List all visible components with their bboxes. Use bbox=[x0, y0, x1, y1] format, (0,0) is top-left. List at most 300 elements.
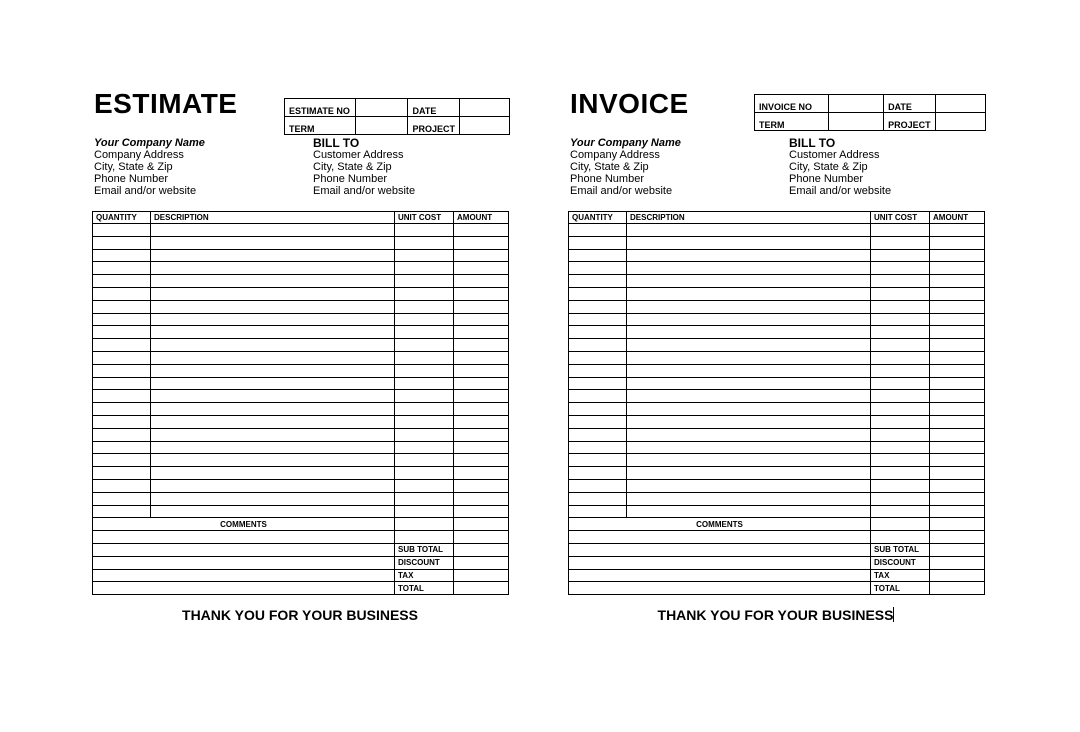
amount-cell[interactable] bbox=[930, 479, 985, 492]
unit-cost-cell[interactable] bbox=[871, 300, 930, 313]
description-cell[interactable] bbox=[627, 454, 871, 467]
col-amount: AMOUNT bbox=[930, 212, 985, 224]
unit-cost-cell[interactable] bbox=[395, 390, 454, 403]
line-item-row bbox=[93, 249, 509, 262]
total-value[interactable] bbox=[454, 582, 509, 595]
line-item-row bbox=[569, 428, 985, 441]
qty-cell[interactable] bbox=[93, 275, 151, 288]
description-cell[interactable] bbox=[151, 428, 395, 441]
qty-cell[interactable] bbox=[93, 300, 151, 313]
line-item-row bbox=[93, 224, 509, 237]
line-item-row bbox=[93, 300, 509, 313]
line-item-row bbox=[569, 377, 985, 390]
description-cell[interactable] bbox=[627, 505, 871, 518]
unit-cost-cell[interactable] bbox=[395, 505, 454, 518]
comments-label: COMMENTS bbox=[569, 518, 871, 531]
blank-cell bbox=[930, 518, 985, 531]
company-phone: Phone Number bbox=[570, 173, 644, 185]
qty-cell[interactable] bbox=[93, 390, 151, 403]
subtotal-label: SUB TOTAL bbox=[395, 543, 454, 556]
qty-cell[interactable] bbox=[93, 428, 151, 441]
unit-cost-cell[interactable] bbox=[871, 454, 930, 467]
text-cursor bbox=[893, 607, 894, 622]
comment-line[interactable] bbox=[93, 556, 395, 569]
unit-cost-cell[interactable] bbox=[871, 326, 930, 339]
amount-cell[interactable] bbox=[454, 326, 509, 339]
col-description: DESCRIPTION bbox=[151, 212, 395, 224]
company-email: Email and/or website bbox=[94, 185, 197, 197]
description-cell[interactable] bbox=[627, 339, 871, 352]
line-item-row bbox=[569, 351, 985, 364]
qty-cell[interactable] bbox=[93, 249, 151, 262]
description-cell[interactable] bbox=[151, 262, 395, 275]
qty-cell[interactable] bbox=[569, 275, 627, 288]
qty-cell[interactable] bbox=[93, 467, 151, 480]
amount-cell[interactable] bbox=[930, 428, 985, 441]
amount-cell[interactable] bbox=[454, 364, 509, 377]
amount-cell[interactable] bbox=[454, 492, 509, 505]
description-cell[interactable] bbox=[627, 492, 871, 505]
line-item-row bbox=[93, 351, 509, 364]
customer-city: City, State & Zip bbox=[313, 161, 392, 173]
comment-line[interactable] bbox=[569, 531, 871, 544]
total-label: TOTAL bbox=[871, 582, 930, 595]
amount-cell[interactable] bbox=[930, 236, 985, 249]
unit-cost-cell[interactable] bbox=[395, 351, 454, 364]
description-cell[interactable] bbox=[627, 403, 871, 416]
description-cell[interactable] bbox=[151, 454, 395, 467]
bill-to bbox=[789, 137, 891, 197]
line-item-row bbox=[569, 467, 985, 480]
description-cell[interactable] bbox=[151, 467, 395, 480]
line-items-table bbox=[92, 211, 509, 595]
description-cell[interactable] bbox=[151, 505, 395, 518]
description-cell[interactable] bbox=[627, 300, 871, 313]
amount-cell[interactable] bbox=[930, 403, 985, 416]
amount-cell[interactable] bbox=[454, 275, 509, 288]
subtotal-value[interactable] bbox=[930, 543, 985, 556]
description-cell[interactable] bbox=[151, 377, 395, 390]
amount-cell[interactable] bbox=[930, 454, 985, 467]
invoice-title: INVOICE bbox=[570, 88, 689, 119]
qty-cell[interactable] bbox=[569, 339, 627, 352]
discount-value[interactable] bbox=[454, 556, 509, 569]
amount-cell[interactable] bbox=[930, 313, 985, 326]
customer-email: Email and/or website bbox=[313, 185, 416, 197]
description-cell[interactable] bbox=[151, 479, 395, 492]
line-item-row bbox=[569, 339, 985, 352]
unit-cost-cell[interactable] bbox=[395, 441, 454, 454]
qty-cell[interactable] bbox=[569, 326, 627, 339]
company-phone: Phone Number bbox=[94, 173, 168, 185]
line-item-row bbox=[569, 224, 985, 237]
discount-label: DISCOUNT bbox=[871, 556, 930, 569]
amount-cell[interactable] bbox=[454, 287, 509, 300]
unit-cost-cell[interactable] bbox=[395, 236, 454, 249]
unit-cost-cell[interactable] bbox=[871, 492, 930, 505]
term-label: TERM bbox=[285, 117, 356, 135]
qty-cell[interactable] bbox=[93, 492, 151, 505]
company-email: Email and/or website bbox=[570, 185, 673, 197]
line-item-row bbox=[93, 428, 509, 441]
col-description: DESCRIPTION bbox=[627, 212, 871, 224]
amount-cell[interactable] bbox=[930, 275, 985, 288]
company-city: City, State & Zip bbox=[94, 161, 173, 173]
estimate-no-label: ESTIMATE NO bbox=[285, 99, 356, 117]
amount-cell[interactable] bbox=[454, 390, 509, 403]
amount-cell[interactable] bbox=[454, 313, 509, 326]
term-label: TERM bbox=[755, 113, 829, 131]
description-cell[interactable] bbox=[627, 390, 871, 403]
qty-cell[interactable] bbox=[93, 326, 151, 339]
project-label: PROJECT bbox=[884, 113, 936, 131]
description-cell[interactable] bbox=[151, 403, 395, 416]
unit-cost-cell[interactable] bbox=[395, 454, 454, 467]
description-cell[interactable] bbox=[151, 249, 395, 262]
amount-cell[interactable] bbox=[930, 415, 985, 428]
line-item-row bbox=[93, 339, 509, 352]
amount-cell[interactable] bbox=[930, 492, 985, 505]
description-cell[interactable] bbox=[151, 313, 395, 326]
description-cell[interactable] bbox=[151, 287, 395, 300]
description-cell[interactable] bbox=[627, 326, 871, 339]
company-info bbox=[570, 137, 681, 197]
customer-city: City, State & Zip bbox=[789, 161, 868, 173]
qty-cell[interactable] bbox=[569, 428, 627, 441]
unit-cost-cell[interactable] bbox=[871, 364, 930, 377]
discount-value[interactable] bbox=[930, 556, 985, 569]
item-rows bbox=[93, 224, 509, 518]
line-item-row bbox=[93, 441, 509, 454]
project-label: PROJECT bbox=[408, 117, 460, 135]
invoice-no-value[interactable] bbox=[829, 95, 884, 113]
qty-cell[interactable] bbox=[569, 454, 627, 467]
unit-cost-cell[interactable] bbox=[395, 403, 454, 416]
line-items-table bbox=[568, 211, 985, 595]
description-cell[interactable] bbox=[151, 300, 395, 313]
invoice-form bbox=[568, 0, 986, 640]
amount-cell[interactable] bbox=[454, 428, 509, 441]
amount-cell[interactable] bbox=[930, 262, 985, 275]
line-item-row bbox=[569, 454, 985, 467]
customer-phone: Phone Number bbox=[789, 173, 863, 185]
description-cell[interactable] bbox=[627, 236, 871, 249]
amount-cell[interactable] bbox=[930, 441, 985, 454]
line-item-row bbox=[93, 275, 509, 288]
line-item-row bbox=[569, 479, 985, 492]
line-item-row bbox=[569, 262, 985, 275]
unit-cost-cell[interactable] bbox=[871, 479, 930, 492]
amount-cell[interactable] bbox=[454, 403, 509, 416]
qty-cell[interactable] bbox=[569, 377, 627, 390]
qty-cell[interactable] bbox=[93, 313, 151, 326]
qty-cell[interactable] bbox=[569, 351, 627, 364]
qty-cell[interactable] bbox=[569, 403, 627, 416]
qty-cell[interactable] bbox=[93, 339, 151, 352]
line-item-row bbox=[93, 390, 509, 403]
total-label: TOTAL bbox=[395, 582, 454, 595]
company-city: City, State & Zip bbox=[570, 161, 649, 173]
unit-cost-cell[interactable] bbox=[395, 224, 454, 237]
amount-cell[interactable] bbox=[454, 467, 509, 480]
unit-cost-cell[interactable] bbox=[871, 275, 930, 288]
unit-cost-cell[interactable] bbox=[395, 326, 454, 339]
amount-cell[interactable] bbox=[930, 377, 985, 390]
qty-cell[interactable] bbox=[569, 479, 627, 492]
unit-cost-cell[interactable] bbox=[871, 377, 930, 390]
unit-cost-cell[interactable] bbox=[395, 428, 454, 441]
bill-to-heading: BILL TO bbox=[789, 136, 836, 150]
comment-line[interactable] bbox=[93, 531, 395, 544]
unit-cost-cell[interactable] bbox=[395, 492, 454, 505]
qty-cell[interactable] bbox=[569, 415, 627, 428]
description-cell[interactable] bbox=[151, 492, 395, 505]
comment-line[interactable] bbox=[93, 543, 395, 556]
thank-you-message: THANK YOU FOR YOUR BUSINESS bbox=[182, 607, 418, 623]
line-item-row bbox=[569, 300, 985, 313]
term-value[interactable] bbox=[355, 117, 408, 135]
unit-cost-cell[interactable] bbox=[871, 236, 930, 249]
qty-cell[interactable] bbox=[93, 236, 151, 249]
amount-cell[interactable] bbox=[454, 339, 509, 352]
thank-you-message bbox=[568, 607, 984, 623]
company-name: Your Company Name bbox=[570, 137, 681, 149]
tax-value[interactable] bbox=[930, 569, 985, 582]
amount-cell[interactable] bbox=[454, 479, 509, 492]
tax-value[interactable] bbox=[454, 569, 509, 582]
date-value[interactable] bbox=[460, 99, 510, 117]
qty-cell[interactable] bbox=[93, 287, 151, 300]
line-item-row bbox=[569, 441, 985, 454]
qty-cell[interactable] bbox=[93, 403, 151, 416]
qty-cell[interactable] bbox=[93, 364, 151, 377]
description-cell[interactable] bbox=[151, 441, 395, 454]
amount-cell[interactable] bbox=[930, 505, 985, 518]
customer-email: Email and/or website bbox=[789, 185, 892, 197]
qty-cell[interactable] bbox=[93, 505, 151, 518]
unit-cost-cell[interactable] bbox=[871, 441, 930, 454]
description-cell[interactable] bbox=[627, 441, 871, 454]
unit-cost-cell[interactable] bbox=[871, 249, 930, 262]
comment-line[interactable] bbox=[569, 582, 871, 595]
qty-cell[interactable] bbox=[569, 313, 627, 326]
description-cell[interactable] bbox=[627, 262, 871, 275]
amount-cell[interactable] bbox=[930, 351, 985, 364]
project-value[interactable] bbox=[936, 113, 986, 131]
amount-cell[interactable] bbox=[454, 249, 509, 262]
unit-cost-cell[interactable] bbox=[871, 428, 930, 441]
description-cell[interactable] bbox=[151, 236, 395, 249]
line-item-row bbox=[93, 467, 509, 480]
qty-cell[interactable] bbox=[569, 287, 627, 300]
line-item-row bbox=[93, 505, 509, 518]
col-amount: AMOUNT bbox=[454, 212, 509, 224]
description-cell[interactable] bbox=[627, 479, 871, 492]
qty-cell[interactable] bbox=[569, 262, 627, 275]
total-value[interactable] bbox=[930, 582, 985, 595]
unit-cost-cell[interactable] bbox=[871, 262, 930, 275]
unit-cost-cell[interactable] bbox=[871, 351, 930, 364]
comment-line[interactable] bbox=[569, 543, 871, 556]
description-cell[interactable] bbox=[151, 351, 395, 364]
description-cell[interactable] bbox=[151, 339, 395, 352]
amount-cell[interactable] bbox=[930, 224, 985, 237]
description-cell[interactable] bbox=[151, 415, 395, 428]
unit-cost-cell[interactable] bbox=[871, 313, 930, 326]
unit-cost-cell[interactable] bbox=[395, 467, 454, 480]
bill-to-heading: BILL TO bbox=[313, 136, 360, 150]
qty-cell[interactable] bbox=[569, 467, 627, 480]
amount-cell[interactable] bbox=[930, 287, 985, 300]
amount-cell[interactable] bbox=[454, 224, 509, 237]
subtotal-value[interactable] bbox=[454, 543, 509, 556]
amount-cell[interactable] bbox=[454, 454, 509, 467]
summary-rows bbox=[93, 518, 509, 595]
tax-label: TAX bbox=[395, 569, 454, 582]
description-cell[interactable] bbox=[627, 428, 871, 441]
line-item-row bbox=[569, 364, 985, 377]
amount-cell[interactable] bbox=[930, 326, 985, 339]
thank-you-text: THANK YOU FOR YOUR BUSINESS bbox=[657, 607, 894, 623]
line-item-row bbox=[569, 415, 985, 428]
line-item-row bbox=[93, 313, 509, 326]
description-cell[interactable] bbox=[151, 224, 395, 237]
line-item-row bbox=[93, 403, 509, 416]
unit-cost-cell[interactable] bbox=[871, 403, 930, 416]
unit-cost-cell[interactable] bbox=[871, 287, 930, 300]
unit-cost-cell[interactable] bbox=[395, 364, 454, 377]
qty-cell[interactable] bbox=[569, 300, 627, 313]
unit-cost-cell[interactable] bbox=[395, 339, 454, 352]
unit-cost-cell[interactable] bbox=[395, 262, 454, 275]
comment-line[interactable] bbox=[569, 556, 871, 569]
unit-cost-cell[interactable] bbox=[871, 415, 930, 428]
unit-cost-cell[interactable] bbox=[395, 479, 454, 492]
line-item-row bbox=[569, 313, 985, 326]
qty-cell[interactable] bbox=[93, 351, 151, 364]
unit-cost-cell[interactable] bbox=[871, 224, 930, 237]
estimate-meta-table bbox=[284, 98, 510, 135]
company-address: Company Address bbox=[94, 149, 184, 161]
description-cell[interactable] bbox=[151, 390, 395, 403]
amount-cell[interactable] bbox=[454, 300, 509, 313]
description-cell[interactable] bbox=[627, 364, 871, 377]
estimate-title: ESTIMATE bbox=[94, 88, 238, 119]
date-value[interactable] bbox=[936, 95, 986, 113]
comment-line[interactable] bbox=[93, 582, 395, 595]
qty-cell[interactable] bbox=[93, 454, 151, 467]
invoice-meta-table bbox=[754, 94, 986, 131]
unit-cost-cell[interactable] bbox=[395, 300, 454, 313]
comment-line[interactable] bbox=[93, 569, 395, 582]
amount-cell[interactable] bbox=[454, 236, 509, 249]
amount-cell[interactable] bbox=[930, 364, 985, 377]
project-value[interactable] bbox=[460, 117, 510, 135]
comment-line[interactable] bbox=[569, 569, 871, 582]
qty-cell[interactable] bbox=[569, 492, 627, 505]
qty-cell[interactable] bbox=[93, 479, 151, 492]
amount-cell[interactable] bbox=[454, 415, 509, 428]
company-info bbox=[94, 137, 205, 197]
amount-cell[interactable] bbox=[454, 441, 509, 454]
qty-cell[interactable] bbox=[93, 262, 151, 275]
unit-cost-cell[interactable] bbox=[395, 377, 454, 390]
unit-cost-cell[interactable] bbox=[395, 275, 454, 288]
description-cell[interactable] bbox=[627, 313, 871, 326]
amount-cell[interactable] bbox=[454, 377, 509, 390]
unit-cost-cell[interactable] bbox=[395, 287, 454, 300]
qty-cell[interactable] bbox=[93, 377, 151, 390]
unit-cost-cell[interactable] bbox=[395, 313, 454, 326]
qty-cell[interactable] bbox=[569, 505, 627, 518]
unit-cost-cell[interactable] bbox=[871, 467, 930, 480]
line-item-row bbox=[569, 326, 985, 339]
qty-cell[interactable] bbox=[569, 441, 627, 454]
description-cell[interactable] bbox=[151, 326, 395, 339]
description-cell[interactable] bbox=[627, 287, 871, 300]
line-item-row bbox=[569, 403, 985, 416]
line-item-row bbox=[93, 236, 509, 249]
description-cell[interactable] bbox=[627, 351, 871, 364]
amount-cell[interactable] bbox=[454, 351, 509, 364]
amount-cell[interactable] bbox=[930, 339, 985, 352]
blank-cell bbox=[395, 531, 454, 544]
qty-cell[interactable] bbox=[569, 236, 627, 249]
line-item-row bbox=[93, 492, 509, 505]
description-cell[interactable] bbox=[627, 224, 871, 237]
description-cell[interactable] bbox=[627, 377, 871, 390]
blank-cell bbox=[454, 518, 509, 531]
amount-cell[interactable] bbox=[454, 262, 509, 275]
description-cell[interactable] bbox=[627, 467, 871, 480]
term-value[interactable] bbox=[829, 113, 884, 131]
qty-cell[interactable] bbox=[93, 224, 151, 237]
qty-cell[interactable] bbox=[569, 224, 627, 237]
line-item-row bbox=[569, 236, 985, 249]
qty-cell[interactable] bbox=[569, 249, 627, 262]
amount-cell[interactable] bbox=[454, 505, 509, 518]
tax-label: TAX bbox=[871, 569, 930, 582]
line-item-row bbox=[93, 364, 509, 377]
unit-cost-cell[interactable] bbox=[871, 505, 930, 518]
qty-cell[interactable] bbox=[569, 364, 627, 377]
line-item-row bbox=[93, 326, 509, 339]
description-cell[interactable] bbox=[627, 275, 871, 288]
amount-cell[interactable] bbox=[930, 300, 985, 313]
estimate-form bbox=[92, 0, 510, 640]
line-item-row bbox=[569, 505, 985, 518]
blank-cell bbox=[930, 531, 985, 544]
unit-cost-cell[interactable] bbox=[395, 249, 454, 262]
line-item-row bbox=[569, 492, 985, 505]
description-cell[interactable] bbox=[151, 364, 395, 377]
description-cell[interactable] bbox=[151, 275, 395, 288]
description-cell[interactable] bbox=[627, 415, 871, 428]
unit-cost-cell[interactable] bbox=[871, 390, 930, 403]
amount-cell[interactable] bbox=[930, 249, 985, 262]
unit-cost-cell[interactable] bbox=[871, 339, 930, 352]
amount-cell[interactable] bbox=[930, 390, 985, 403]
amount-cell[interactable] bbox=[930, 467, 985, 480]
qty-cell[interactable] bbox=[93, 441, 151, 454]
qty-cell[interactable] bbox=[569, 390, 627, 403]
unit-cost-cell[interactable] bbox=[395, 415, 454, 428]
line-item-row bbox=[569, 249, 985, 262]
discount-label: DISCOUNT bbox=[395, 556, 454, 569]
qty-cell[interactable] bbox=[93, 415, 151, 428]
estimate-no-value[interactable] bbox=[355, 99, 408, 117]
description-cell[interactable] bbox=[627, 249, 871, 262]
